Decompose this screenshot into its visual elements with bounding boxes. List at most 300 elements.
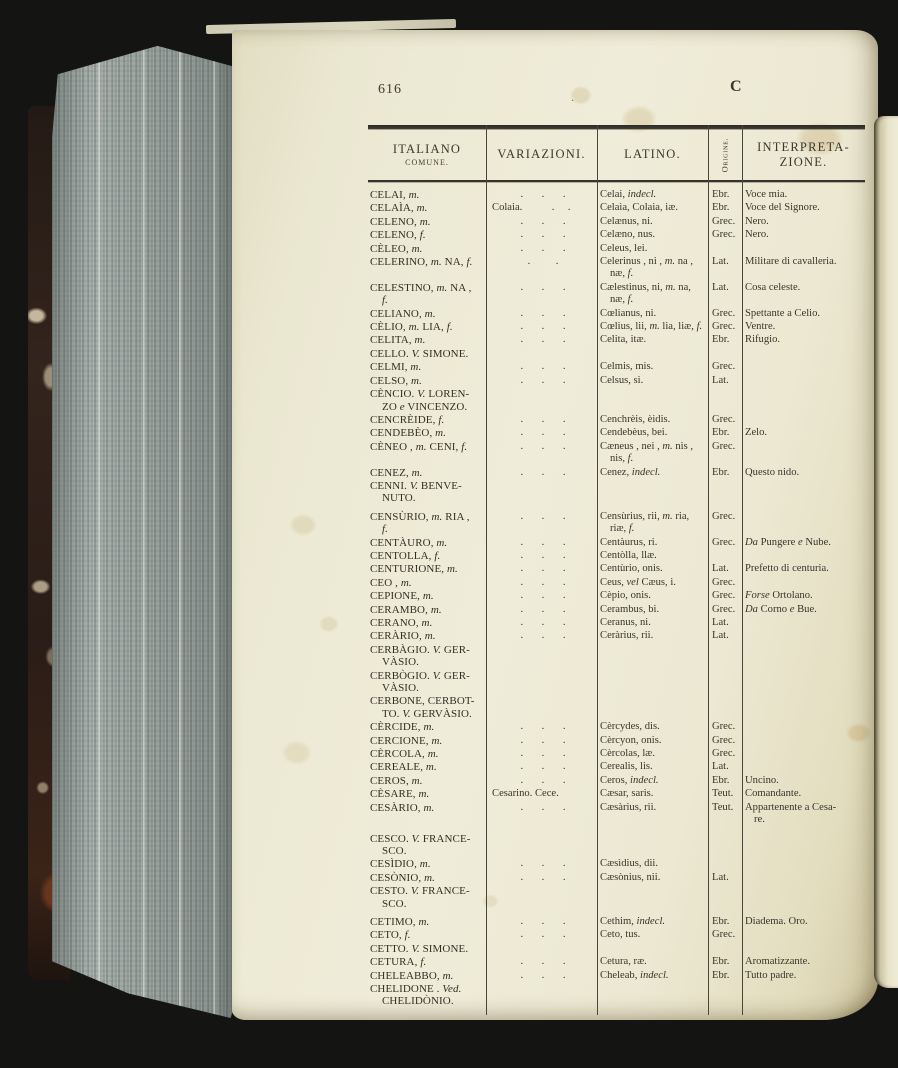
variazioni-cell	[486, 916, 597, 929]
dot-leaders: . . .	[520, 915, 566, 927]
interpretazione-cell	[742, 761, 865, 774]
variazioni-cell	[486, 550, 597, 563]
variazioni-cell	[486, 282, 597, 308]
interpretazione-cell	[742, 617, 865, 630]
interpretazione-cell: Spettante a Celio.	[745, 307, 821, 319]
variazioni-cell	[486, 956, 597, 969]
interpretazione-cell: Da Pungere e Nube.	[745, 536, 831, 548]
latino-cell	[597, 388, 708, 414]
dot-leaders: . . .	[520, 361, 566, 373]
column-divider	[742, 125, 743, 1015]
latino-cell: Ceràrius, rii.	[600, 630, 654, 642]
origine-cell: Grec.	[712, 361, 736, 373]
latino-cell	[597, 833, 708, 859]
variazioni-cell	[486, 511, 597, 537]
dot-leaders: . . .	[520, 774, 566, 786]
latino-cell: Cetura, ræ.	[600, 956, 647, 968]
table-row	[368, 321, 865, 334]
table-row	[368, 630, 865, 643]
variazioni-cell	[486, 721, 597, 734]
interpretazione-cell	[742, 414, 865, 427]
latino-cell: Celæno, nus.	[600, 229, 656, 241]
interpretazione-cell	[742, 735, 865, 748]
latino-cell: Cèpio, onis.	[600, 590, 651, 602]
table-row	[368, 511, 865, 537]
interpretazione-cell: Nero.	[745, 229, 769, 241]
origine-cell: Grec.	[712, 734, 736, 746]
latino-cell: Cæsìdius, dii.	[600, 858, 658, 870]
latino-cell: Celita, itæ.	[600, 334, 647, 346]
section-letter: C	[730, 78, 742, 95]
header-origine: Origine.	[719, 136, 730, 172]
variazioni-cell	[486, 441, 597, 467]
dot-leaders: . . .	[520, 734, 566, 746]
table-row	[368, 375, 865, 388]
origine-cell: Lat.	[712, 374, 729, 386]
page-edge-streaks	[52, 40, 244, 1018]
variazioni-cell	[486, 802, 597, 828]
dot-leaders: . . .	[520, 321, 566, 333]
dot-leaders: . . .	[520, 242, 566, 254]
italiano-cell: CHELEABBO, m.	[370, 969, 454, 982]
table-row	[368, 480, 865, 506]
origine-cell: Grec.	[712, 721, 736, 733]
interpretazione-cell: Appartenente a Cesa- re.	[745, 801, 837, 826]
variazioni-cell	[486, 670, 597, 696]
latino-cell	[597, 943, 708, 956]
variazioni-cell	[486, 775, 597, 788]
variazioni-cell	[486, 480, 597, 506]
italiano-cell: CHELIDONE . Ved. CHELIDÒNIO.	[370, 982, 462, 1008]
interpretazione-cell	[742, 243, 865, 256]
dot-leaders: . . .	[520, 576, 566, 588]
italiano-cell: CENTOLLA, f.	[370, 549, 441, 562]
variazioni-cell	[486, 983, 597, 1009]
latino-cell: Ceros, indecl.	[600, 774, 659, 786]
table-row	[368, 617, 865, 630]
interpretazione-cell: Da Corno e Bue.	[745, 603, 817, 615]
interpretazione-cell: Rifugio.	[745, 334, 781, 346]
dot-leaders: . . .	[520, 956, 566, 968]
origine-cell: Ebr.	[712, 466, 730, 478]
origine-cell: Grec.	[712, 576, 736, 588]
italiano-cell: CÈNCIO. V. LOREN- ZO e VINCENZO.	[370, 388, 470, 413]
italiano-cell: CENDEBÈO, m.	[370, 427, 447, 440]
column-divider	[597, 125, 598, 1015]
latino-cell: Celeus, lei.	[600, 242, 648, 254]
origine-cell: Lat.	[712, 761, 729, 773]
dot-leaders: . . .	[520, 427, 566, 439]
italiano-cell: CENTÀURO, m.	[370, 536, 448, 549]
variazioni-cell: Cesarino. Cece.	[492, 788, 559, 800]
italiano-cell: CESÌDIO, m.	[370, 858, 431, 871]
interpretazione-cell	[742, 943, 865, 956]
dot-leaders: . . .	[520, 374, 566, 386]
origine-cell: Ebr.	[712, 774, 730, 786]
table-row	[368, 670, 865, 696]
interpretazione-cell	[742, 388, 865, 414]
latino-cell: Centùrio, onis.	[600, 563, 663, 575]
origine-cell: Grec.	[712, 413, 736, 425]
origine-cell: Grec.	[712, 229, 736, 241]
dot-leaders: . . .	[520, 413, 566, 425]
dot-leaders: . . .	[520, 871, 566, 883]
facing-page-sliver	[874, 116, 898, 988]
latino-cell: Cenez, indecl.	[600, 466, 661, 478]
italiano-cell: CELAÌA, m.	[370, 202, 428, 215]
interpretazione-cell: Tutto padre.	[745, 969, 797, 981]
table-row	[368, 243, 865, 256]
dot-leaders: . . .	[520, 761, 566, 773]
variazioni-cell	[486, 695, 597, 721]
origine-cell: Grec.	[712, 510, 736, 522]
variazioni-cell	[486, 617, 597, 630]
latino-cell: Cenchrèis, èidis.	[600, 413, 671, 425]
table-row	[368, 441, 865, 467]
interpretazione-cell: Comandante.	[745, 788, 802, 800]
variazioni-cell	[486, 590, 597, 603]
italiano-cell: CERCIONE, m.	[370, 734, 443, 747]
dot-leaders: . . .	[520, 617, 566, 628]
table-row	[368, 695, 865, 721]
italiano-cell: CESCO. V. FRANCE- SCO.	[370, 832, 471, 857]
variazioni-cell	[486, 537, 597, 550]
dot-leaders: . . .	[520, 630, 566, 642]
table-row	[368, 388, 865, 414]
table-row	[368, 956, 865, 969]
table-row	[368, 735, 865, 748]
origine-cell: Ebr.	[712, 956, 730, 968]
table-row	[368, 761, 865, 774]
latino-cell: Cèrcyon, onis.	[600, 734, 662, 746]
italiano-cell: CETURA, f.	[370, 956, 427, 969]
column-divider	[708, 125, 709, 1015]
italiano-cell: CÈLEO, m.	[370, 242, 423, 255]
variazioni-cell	[486, 414, 597, 427]
latino-cell: Cheleab, indecl.	[600, 969, 669, 981]
variazioni-cell	[486, 375, 597, 388]
variazioni-cell	[486, 216, 597, 229]
interpretazione-cell	[742, 480, 865, 506]
interpretazione-cell	[742, 577, 865, 590]
italiano-cell: CENNI. V. BENVE- NUTO.	[370, 479, 462, 505]
italiano-cell: CELSO, m.	[370, 374, 422, 387]
latino-cell: Cethim, indecl.	[600, 915, 666, 927]
origine-cell: Grec.	[712, 603, 736, 615]
latino-cell	[597, 695, 708, 721]
table-row	[368, 414, 865, 427]
latino-cell: Celaìa, Colaia, iæ.	[600, 202, 678, 214]
dot-leaders: . . .	[520, 969, 566, 981]
header-interpretazione: INTERPRETA- ZIONE.	[757, 140, 850, 169]
latino-cell: Celmis, mis.	[600, 361, 654, 373]
header-variazioni: VARIAZIONI.	[497, 147, 586, 162]
interpretazione-cell: Voce mia.	[745, 189, 788, 200]
table-header-row	[368, 129, 865, 180]
variazioni-cell	[486, 970, 597, 983]
variazioni-cell	[486, 761, 597, 774]
latino-cell: Cerealis, lis.	[600, 761, 653, 773]
dot-leaders: . . .	[520, 801, 566, 813]
latino-cell: Cèrcydes, dis.	[600, 721, 660, 733]
interpretazione-cell	[742, 721, 865, 734]
italiano-cell: CENTURIONE, m.	[370, 563, 458, 576]
table-row	[368, 427, 865, 440]
variazioni-cell	[486, 321, 597, 334]
interpretazione-cell	[742, 348, 865, 361]
italiano-cell: CELIANO, m.	[370, 307, 436, 320]
dot-leaders: . . .	[520, 466, 566, 478]
dot-leaders: . . .	[520, 536, 566, 548]
table-row	[368, 361, 865, 374]
table-row	[368, 970, 865, 983]
variazioni-cell	[486, 334, 597, 347]
latino-cell: Ceranus, ni.	[600, 617, 651, 628]
latino-cell: Cendebèus, bei.	[600, 427, 668, 439]
table-row	[368, 256, 865, 282]
variazioni-cell: Colaia. . .	[486, 202, 597, 215]
latino-cell: Cæsònius, nii.	[600, 871, 661, 883]
italiano-cell: CÈRCOLA, m.	[370, 748, 439, 761]
table-row	[368, 202, 865, 215]
interpretazione-cell: Questo nido.	[745, 466, 800, 478]
variazioni-cell	[486, 348, 597, 361]
table-row	[368, 858, 865, 871]
variazioni-cell	[486, 308, 597, 321]
table-row	[368, 833, 865, 859]
variazioni-cell	[486, 563, 597, 576]
latino-cell: Celsus, si.	[600, 374, 644, 386]
interpretazione-cell	[742, 550, 865, 563]
latino-cell	[597, 644, 708, 670]
origine-cell	[708, 480, 742, 506]
variazioni-cell	[486, 735, 597, 748]
interpretazione-cell	[742, 441, 865, 467]
variazioni-cell	[486, 858, 597, 871]
italiano-cell: CELERINO, m. NA, f.	[370, 256, 473, 269]
italiano-cell: CELITA, m.	[370, 334, 426, 347]
origine-cell	[708, 644, 742, 670]
dot-leaders: . . .	[520, 440, 566, 452]
interpretazione-cell	[742, 670, 865, 696]
table-row	[368, 644, 865, 670]
table-row	[368, 748, 865, 761]
origine-cell: Grec.	[712, 929, 736, 941]
table-row	[368, 229, 865, 242]
origine-cell: Grec.	[712, 215, 736, 227]
variazioni-cell	[486, 577, 597, 590]
italiano-cell: CEO , m.	[370, 576, 412, 589]
latino-cell: Cœlius, lii, m. lia, liæ, f.	[600, 321, 703, 333]
interpretazione-cell: Voce del Signore.	[745, 202, 820, 214]
italiano-cell: CÈNEO , m. CENI, f.	[370, 440, 468, 453]
variazioni-cell	[486, 929, 597, 942]
variazioni-cell	[486, 748, 597, 761]
italiano-cell: CÈLIO, m. LIA, f.	[370, 321, 453, 334]
interpretazione-cell: Diadema. Oro.	[745, 915, 808, 927]
interpretazione-cell: Cosa celeste.	[745, 281, 801, 293]
latino-cell: Cæsar, saris.	[600, 788, 654, 800]
variazioni-cell	[486, 833, 597, 859]
interpretazione-cell	[742, 375, 865, 388]
italiano-cell: CÈSARE, m.	[370, 788, 430, 801]
italiano-cell: CÈRCIDE, m.	[370, 721, 435, 734]
italiano-cell: CELENO, f.	[370, 229, 426, 242]
latino-cell: Cæneus , nei , m. nis , nis, f.	[600, 440, 694, 465]
interpretazione-cell	[742, 929, 865, 942]
table-row	[368, 334, 865, 347]
origine-cell: Lat.	[712, 630, 729, 642]
latino-cell	[597, 348, 708, 361]
table-row	[368, 537, 865, 550]
origine-cell	[708, 695, 742, 721]
table-row	[368, 604, 865, 617]
variazioni-cell	[486, 189, 597, 202]
dot-leaders: . . .	[520, 281, 566, 293]
interpretazione-cell: Nero.	[745, 215, 769, 227]
italiano-cell: CENEZ, m.	[370, 466, 423, 479]
italiano-cell: CETTO. V. SIMONE.	[370, 942, 469, 955]
origine-cell	[708, 670, 742, 696]
table-row	[368, 577, 865, 590]
origine-cell: Lat.	[712, 871, 729, 883]
interpretazione-cell: Militare di cavalleria.	[745, 256, 837, 268]
table-row	[368, 775, 865, 788]
table-row	[368, 550, 865, 563]
italiano-cell: CESÒNIO, m.	[370, 871, 435, 884]
latino-cell: Celai, indecl.	[600, 189, 657, 200]
table-body	[368, 182, 865, 1009]
interpretazione-cell: Zelo.	[745, 427, 768, 439]
interpretazione-cell	[742, 885, 865, 911]
stray-ink-mark: .	[571, 90, 574, 104]
italiano-cell: CELESTINO, m. NA , f.	[370, 281, 472, 307]
variazioni-cell	[486, 229, 597, 242]
table-row	[368, 943, 865, 956]
origine-cell: Lat.	[712, 563, 729, 575]
table-row	[368, 983, 865, 1009]
latino-cell	[597, 885, 708, 911]
italiano-cell: CELENO, m.	[370, 215, 431, 228]
italiano-cell: CERBÀGIO. V. GER- VÀSIO.	[370, 643, 470, 669]
interpretazione-cell	[742, 983, 865, 1009]
interpretazione-cell: Uncino.	[745, 774, 779, 786]
variazioni-cell	[486, 467, 597, 480]
origine-cell: Lat.	[712, 256, 729, 268]
variazioni-cell	[486, 427, 597, 440]
dot-leaders: . .	[551, 202, 571, 214]
italiano-cell: CENCRÈIDE, f.	[370, 413, 445, 426]
origine-cell	[708, 943, 742, 956]
dot-leaders: . . .	[520, 590, 566, 602]
italiano-cell: CESÀRIO, m.	[370, 801, 435, 814]
italiano-cell: CERBONE, CERBOT- TO. V. GERVÀSIO.	[370, 695, 475, 720]
italiano-cell: CERÀRIO, m.	[370, 630, 436, 643]
dot-leaders: . . .	[520, 229, 566, 241]
variazioni-cell	[486, 243, 597, 256]
variazioni-cell	[486, 361, 597, 374]
origine-cell	[708, 243, 742, 256]
interpretazione-cell	[742, 872, 865, 885]
dot-leaders: . . .	[520, 510, 566, 522]
table-row	[368, 721, 865, 734]
latino-cell: Cerambus, bi.	[600, 603, 660, 615]
origine-cell: Grec.	[712, 590, 736, 602]
origine-cell: Ebr.	[712, 969, 730, 981]
latino-cell	[597, 480, 708, 506]
variazioni-cell	[486, 885, 597, 911]
italiano-cell: CELMI, m.	[370, 361, 422, 374]
interpretazione-cell	[742, 833, 865, 859]
table-row	[368, 788, 865, 801]
origine-cell: Ebr.	[712, 334, 730, 346]
table-row	[368, 916, 865, 929]
header-italiano: ITALIANO COMUNE.	[392, 142, 462, 167]
italiano-cell: CENSÙRIO, m. RIA , f.	[370, 510, 470, 536]
interpretazione-cell: Aromatizzante.	[745, 956, 811, 968]
origine-cell	[708, 388, 742, 414]
interpretazione-cell	[742, 644, 865, 670]
origine-cell: Ebr.	[712, 427, 730, 439]
table-row	[368, 189, 865, 202]
interpretazione-cell	[742, 361, 865, 374]
italiano-cell: CESTO. V. FRANCE- SCO.	[370, 885, 470, 910]
italiano-cell: CEREALE, m.	[370, 761, 437, 774]
variazioni-cell	[486, 644, 597, 670]
italiano-cell: CELLO. V. SIMONE.	[370, 347, 469, 360]
latino-cell: Centàurus, ri.	[600, 536, 658, 548]
latino-cell	[597, 670, 708, 696]
dot-leaders: . . .	[520, 334, 566, 346]
interpretazione-cell	[742, 511, 865, 537]
dot-leaders: . . .	[520, 748, 566, 760]
dot-leaders: . . .	[520, 858, 566, 870]
table-row	[368, 590, 865, 603]
table-row	[368, 929, 865, 942]
italiano-cell: CERBÒGIO. V. GER- VÀSIO.	[370, 669, 470, 695]
italiano-cell: CERAMBO, m.	[370, 603, 442, 616]
origine-cell: Lat.	[712, 617, 729, 628]
italiano-cell: CETIMO, m.	[370, 915, 430, 928]
dot-leaders: . . .	[520, 563, 566, 575]
origine-cell	[708, 885, 742, 911]
origine-cell	[708, 983, 742, 1009]
interpretazione-cell: Prefetto di centuria.	[745, 563, 829, 575]
variazioni-cell	[486, 388, 597, 414]
interpretazione-cell: Ventre.	[745, 321, 776, 333]
table-row	[368, 216, 865, 229]
origine-cell: Teut.	[712, 788, 734, 800]
dot-leaders: . .	[527, 256, 559, 268]
latino-cell: Cœlianus, ni.	[600, 307, 657, 319]
italiano-cell: CEROS, m.	[370, 774, 423, 787]
name-dictionary-table	[368, 125, 865, 1009]
origine-cell: Grec.	[712, 748, 736, 760]
variazioni-cell	[486, 630, 597, 643]
italiano-cell: CETO, f.	[370, 929, 411, 942]
dot-leaders: . . .	[520, 721, 566, 733]
origine-cell	[708, 858, 742, 871]
interpretazione-cell	[742, 858, 865, 871]
latino-cell: Ceus, vel Cæus, i.	[600, 576, 676, 588]
page-number: 616	[378, 82, 402, 97]
latino-cell: Ceto, tus.	[600, 929, 641, 941]
latino-cell: Centòlla, llæ.	[600, 549, 657, 561]
dot-leaders: . . .	[520, 215, 566, 227]
table-row	[368, 308, 865, 321]
dot-leaders: . . .	[520, 189, 566, 200]
interpretazione-cell	[742, 630, 865, 643]
